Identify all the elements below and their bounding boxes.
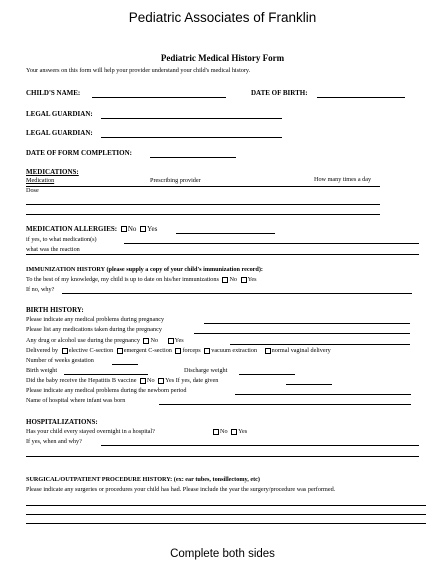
- immunization-question-text: To the best of my knowledge, my child is up to date on his/her immunizations: [26, 276, 219, 283]
- newborn-label: Please indicate any medical problems during the newborn period: [26, 387, 187, 394]
- when-why-field[interactable]: [101, 445, 419, 446]
- elective-label: elective C-section: [68, 347, 114, 354]
- medication-row-3[interactable]: [26, 214, 380, 215]
- hep-b-no-checkbox[interactable]: [140, 378, 146, 384]
- birth-meds-field[interactable]: [194, 333, 410, 334]
- intro-text: Your answers on this form will help your provider understand your child's medical history.: [26, 67, 251, 74]
- dob-label: DATE OF BIRTH:: [251, 89, 308, 97]
- date-given-field[interactable]: [286, 384, 332, 385]
- allergy-reaction-label: what was the reaction: [26, 246, 80, 253]
- birth-drugs-yes-label: Yes: [174, 337, 184, 344]
- allergy-which-field[interactable]: [124, 243, 419, 244]
- date-given-label: If yes, date given: [175, 377, 219, 384]
- practice-name: Pediatric Associates of Franklin: [128, 10, 317, 25]
- immunization-heading: IMMUNIZATION HISTORY (please supply a copy of your child's immunization record):: [26, 266, 263, 273]
- hospitalized-yes-label: Yes: [238, 428, 248, 435]
- allergy-which-label: if yes, to what medication(s): [26, 236, 97, 243]
- birth-drugs-row: [26, 337, 184, 344]
- medication-col: Medication: [26, 177, 55, 184]
- newborn-field[interactable]: [235, 394, 411, 395]
- allergies-heading: [26, 225, 157, 233]
- immunization-no-checkbox[interactable]: [222, 277, 228, 283]
- birth-drugs-field[interactable]: [230, 344, 410, 345]
- birth-drugs-no-checkbox[interactable]: [143, 338, 149, 344]
- immunization-yes-label: Yes: [247, 276, 257, 283]
- hospitalizations-heading: HOSPITALIZATIONS:: [26, 418, 98, 426]
- hep-b-yes-checkbox[interactable]: [158, 378, 164, 384]
- dob-field[interactable]: [317, 97, 405, 98]
- vacuum-label: vacuum extraction: [211, 347, 258, 354]
- birth-meds-label: Please list any medications taken during the pregnancy: [26, 326, 162, 333]
- hospitalized-yes-checkbox[interactable]: [231, 429, 237, 435]
- footer-note: Complete both sides: [170, 548, 275, 560]
- medications-heading: MEDICATIONS:: [26, 168, 79, 176]
- completion-label: DATE OF FORM COMPLETION:: [26, 149, 132, 157]
- discharge-weight-label: Discharge weight: [184, 367, 228, 374]
- birth-drugs-label: Any drug or alcohol use during the pregnancy: [26, 337, 140, 344]
- discharge-weight-field[interactable]: [239, 374, 295, 375]
- forceps-checkbox[interactable]: [175, 348, 181, 354]
- immunization-question: [26, 276, 257, 283]
- vacuum-checkbox[interactable]: [204, 348, 210, 354]
- surgical-row-2[interactable]: [26, 514, 426, 515]
- child-name-field[interactable]: [92, 97, 226, 98]
- dose-label: Dose: [26, 187, 39, 194]
- hospitalized-no-checkbox[interactable]: [213, 429, 219, 435]
- elective-checkbox[interactable]: [62, 348, 68, 354]
- surgical-heading: SURGICAL/OUTPATIENT PROCEDURE HISTORY: (ex: ear tubes, tonsillectomy, etc): [26, 476, 260, 483]
- medication-row-1[interactable]: [26, 186, 380, 187]
- allergy-yes-checkbox[interactable]: [140, 226, 146, 232]
- hep-b-no-label: No: [147, 377, 155, 384]
- delivered-by-label: Delivered by: [26, 347, 59, 354]
- immunization-yes-checkbox[interactable]: [241, 277, 247, 283]
- allergy-no-checkbox[interactable]: [121, 226, 127, 232]
- hospitalization-row-2[interactable]: [26, 456, 419, 457]
- allergy-yes-label: Yes: [147, 225, 158, 233]
- surgical-instructions: Please indicate any surgeries or procedures your child has had. Please include the year the surgery/procedure was performed.: [26, 486, 336, 493]
- hospital-label: Name of hospital where infant was born: [26, 397, 126, 404]
- hospitalized-options: [211, 428, 247, 435]
- times-col: How many times a day: [314, 176, 372, 183]
- allergy-yes-line[interactable]: [176, 233, 275, 234]
- emergent-checkbox[interactable]: [117, 348, 123, 354]
- allergy-no-label: No: [127, 225, 137, 233]
- birth-heading: BIRTH HISTORY:: [26, 306, 84, 314]
- normal-delivery-checkbox[interactable]: [265, 348, 271, 354]
- guardian2-label: LEGAL GUARDIAN:: [26, 129, 93, 137]
- when-why-label: If yes, when and why?: [26, 438, 82, 445]
- immunization-no-label: No: [229, 276, 238, 283]
- hep-b-row: [26, 377, 218, 384]
- surgical-row-1[interactable]: [26, 505, 426, 506]
- guardian2-field[interactable]: [101, 137, 282, 138]
- forceps-label: forceps: [182, 347, 201, 354]
- weeks-field[interactable]: [112, 364, 138, 365]
- provider-col: Prescribing provider: [150, 177, 201, 184]
- child-name-label: CHILD'S NAME:: [26, 89, 81, 97]
- hospital-field[interactable]: [159, 404, 411, 405]
- emergent-label: emergent C-section: [123, 347, 172, 354]
- hospitalized-no-label: No: [220, 428, 228, 435]
- allergies-heading-text: MEDICATION ALLERGIES:: [26, 225, 118, 233]
- birth-problems-label: Please indicate any medical problems during pregnancy: [26, 316, 165, 323]
- hospitalized-question: Has your child every stayed overnight in a hospital?: [26, 428, 155, 435]
- allergy-reaction-field[interactable]: [26, 254, 419, 255]
- weeks-label: Number of weeks gestation: [26, 357, 94, 364]
- hep-b-yes-label: Yes: [165, 377, 175, 384]
- hep-b-label: Did the baby receive the Hepatitis B vaccine: [26, 377, 137, 384]
- guardian1-field[interactable]: [101, 118, 282, 119]
- medication-row-2[interactable]: [26, 204, 380, 205]
- form-title: Pediatric Medical History Form: [160, 53, 285, 63]
- completion-field[interactable]: [150, 157, 236, 158]
- birth-drugs-no-label: No: [150, 337, 159, 344]
- birth-weight-field[interactable]: [64, 374, 148, 375]
- birth-problems-field[interactable]: [204, 323, 410, 324]
- normal-delivery-label: normal vaginal delivery: [271, 347, 331, 354]
- surgical-row-3[interactable]: [26, 523, 426, 524]
- delivery-row: [26, 347, 331, 354]
- birth-drugs-yes-checkbox[interactable]: [168, 338, 174, 344]
- guardian1-label: LEGAL GUARDIAN:: [26, 110, 93, 118]
- immunization-why-field[interactable]: [62, 293, 412, 294]
- birth-weight-label: Birth weight: [26, 367, 58, 374]
- immunization-why-label: If no, why?: [26, 286, 55, 293]
